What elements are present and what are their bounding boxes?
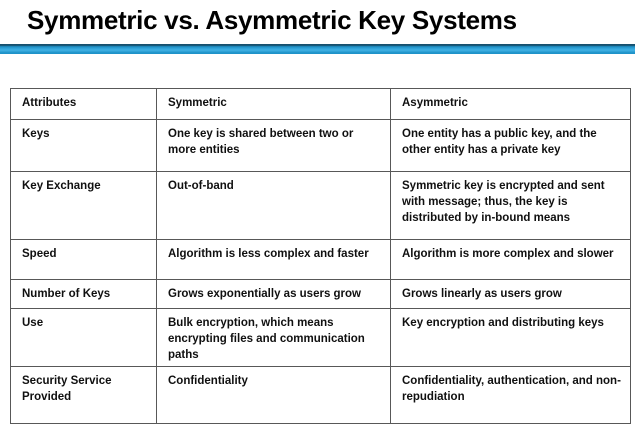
comparison-table (10, 88, 631, 424)
table-row (11, 280, 631, 309)
attribute-cell: Keys (11, 120, 157, 172)
title-accent-bar (0, 44, 635, 54)
asymmetric-cell: Algorithm is more complex and slower (391, 240, 631, 280)
attribute-cell: Key Exchange (11, 172, 157, 240)
column-header-asymmetric: Asymmetric (391, 89, 631, 120)
symmetric-cell: Grows exponentially as users grow (157, 280, 391, 309)
table-row (11, 309, 631, 367)
asymmetric-cell: One entity has a public key, and the other entity has a private key (391, 120, 631, 172)
asymmetric-cell: Confidentiality, authentication, and non-repudiation (391, 367, 631, 424)
page-title: Symmetric vs. Asymmetric Key Systems (27, 5, 517, 35)
attribute-cell: Speed (11, 240, 157, 280)
asymmetric-cell: Key encryption and distributing keys (391, 309, 631, 367)
table-header-row (11, 89, 631, 120)
table-row (11, 240, 631, 280)
attribute-cell: Number of Keys (11, 280, 157, 309)
symmetric-cell: Algorithm is less complex and faster (157, 240, 391, 280)
attribute-cell: Security Service Provided (11, 367, 157, 424)
table-row (11, 172, 631, 240)
table-row (11, 120, 631, 172)
column-header-attributes: Attributes (11, 89, 157, 120)
column-header-symmetric: Symmetric (157, 89, 391, 120)
attribute-cell: Use (11, 309, 157, 367)
table-row (11, 367, 631, 424)
symmetric-cell: Bulk encryption, which means encrypting files and communication paths (157, 309, 391, 367)
symmetric-cell: Out-of-band (157, 172, 391, 240)
asymmetric-cell: Grows linearly as users grow (391, 280, 631, 309)
symmetric-cell: One key is shared between two or more entities (157, 120, 391, 172)
asymmetric-cell: Symmetric key is encrypted and sent with message; thus, the key is distributed by in-bound means (391, 172, 631, 240)
symmetric-cell: Confidentiality (157, 367, 391, 424)
